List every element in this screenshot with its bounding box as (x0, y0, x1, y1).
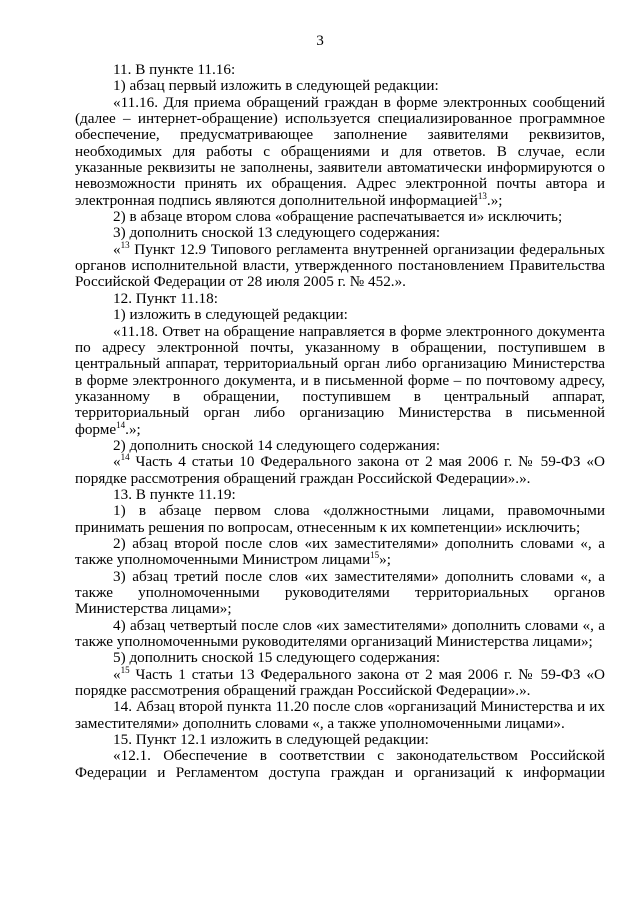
paragraph-text: 1) абзац первый изложить в следующей редакции: (113, 77, 439, 95)
footnote-ref: 15 (370, 550, 380, 561)
paragraph-text: 1) в абзаце первом слова «должностными лицами, правомочными принимать решения по вопросам, отнесенным к их компетенции» исключить; (75, 502, 605, 536)
paragraph-text: 3) дополнить сноской 13 следующего содержания: (113, 224, 441, 242)
footnote-ref: 14 (116, 419, 126, 430)
footnote-ref: 14 (120, 452, 130, 463)
paragraph-text: «11.18. Ответ на обращение направляется в форме электронного документа по адресу электронной почты, указанному в обращении, поступившем в центральный аппарат, территориальный орган либо организацию Министерства в форме электронного документа, и в письменной форме – по почтовому адресу, указанному в обращении, поступившем в центральный аппарат, территориальный орган либо организацию Министерства в письменной форме (75, 322, 605, 438)
page-number: 3 (316, 32, 324, 49)
paragraph (75, 307, 605, 323)
paragraph-text: 2) дополнить сноской 14 следующего содержания: (113, 436, 441, 454)
paragraph-text: 5) дополнить сноской 15 следующего содержания: (113, 649, 441, 667)
paragraph-text: 4) абзац четвертый после слов «их заместителями» дополнить словами «, а также уполномоченными руководителями организаций Министерства лицами»; (75, 616, 605, 651)
footnote-ref: 15 (120, 664, 130, 675)
paragraph (75, 95, 605, 209)
paragraph (75, 454, 605, 487)
paragraph-text: «11.16. Для приема обращений граждан в форме электронных сообщений (далее – интернет-обращение) используется специализированное программное обеспечение, предусматривающее заполнение заявителями реквизитов, необходимых для работы с обращениями и для ответов. В случае, если указанные реквизиты не заполнены, заявители автоматически информируются о невозможности принять их обращения. Адрес электронной почты автора и электронная подпись являются дополнительной информацией (75, 93, 605, 209)
paragraph-text: 13. В пункте 11.19: (113, 485, 236, 503)
paragraph-text: 3) абзац третий после слов «их заместителями» дополнить словами «, а также уполномоченными руководителями территориальных органов Министерства лицами»; (75, 567, 605, 618)
paragraph (75, 209, 605, 225)
paragraph-text: «12.1. Обеспечение в соответствии с законодательством Российской Федерации и Регламентом доступа граждан и организаций к информации (75, 747, 605, 781)
paragraph (75, 438, 605, 454)
paragraph-text: .»; (486, 191, 503, 209)
paragraph-text: 14. Абзац второй пункта 11.20 после слов «организаций Министерства и их заместителями» дополнить словами «, а также уполномоченными лицами». (75, 698, 605, 732)
paragraph-text: 11. В пункте 11.16: (113, 61, 236, 78)
paragraph-text: « (113, 665, 121, 683)
paragraph (75, 239, 605, 291)
paragraph (75, 78, 605, 94)
paragraph-text: 12. Пункт 11.18: (113, 289, 218, 307)
paragraph-text: 2) абзац второй после слов «их заместителями» дополнить словами «, а также уполномоченными Министром лицами (75, 534, 605, 569)
paragraph-text: »; (379, 551, 391, 569)
paragraph-text: 2) в абзаце втором слова «обращение распечатывается и» исключить; (113, 208, 563, 226)
paragraph (75, 664, 605, 700)
paragraph (75, 503, 605, 536)
paragraph-text: .»; (125, 420, 141, 438)
paragraph-text: « (113, 453, 121, 471)
paragraph-text: Часть 4 статьи 10 Федерального закона от 2 мая 2006 г. № 59-ФЗ «О порядке рассмотрения обращений граждан Российской Федерации».». (75, 453, 605, 487)
paragraph (75, 732, 605, 748)
paragraph (75, 569, 605, 618)
paragraph-text: 1) изложить в следующей редакции: (113, 306, 348, 324)
paragraph (75, 487, 605, 503)
footnote-ref: 13 (477, 190, 487, 201)
footnote-ref: 13 (120, 239, 130, 250)
paragraph (75, 536, 605, 569)
paragraph-text: 15. Пункт 12.1 изложить в следующей редакции: (113, 731, 429, 749)
paragraph (75, 699, 605, 732)
paragraph (75, 62, 605, 78)
paragraph (75, 324, 605, 438)
paragraph (75, 618, 605, 651)
paragraph (75, 291, 605, 307)
paragraph-text: Пункт 12.9 Типового регламента внутренней организации федеральных органов исполнительной власти, утвержденного постановлением Правительства Российской Федерации от 28 июля 2005 г. № 452.». (75, 240, 605, 291)
paragraph (75, 225, 605, 241)
paragraph (75, 748, 605, 781)
paragraph (75, 650, 605, 666)
paragraph-text: Часть 1 статьи 13 Федерального закона от 2 мая 2006 г. № 59-ФЗ «О порядке рассмотрения обращений граждан Российской Федерации».». (75, 665, 605, 700)
paragraph-text: « (113, 240, 121, 258)
document-body (75, 62, 605, 781)
